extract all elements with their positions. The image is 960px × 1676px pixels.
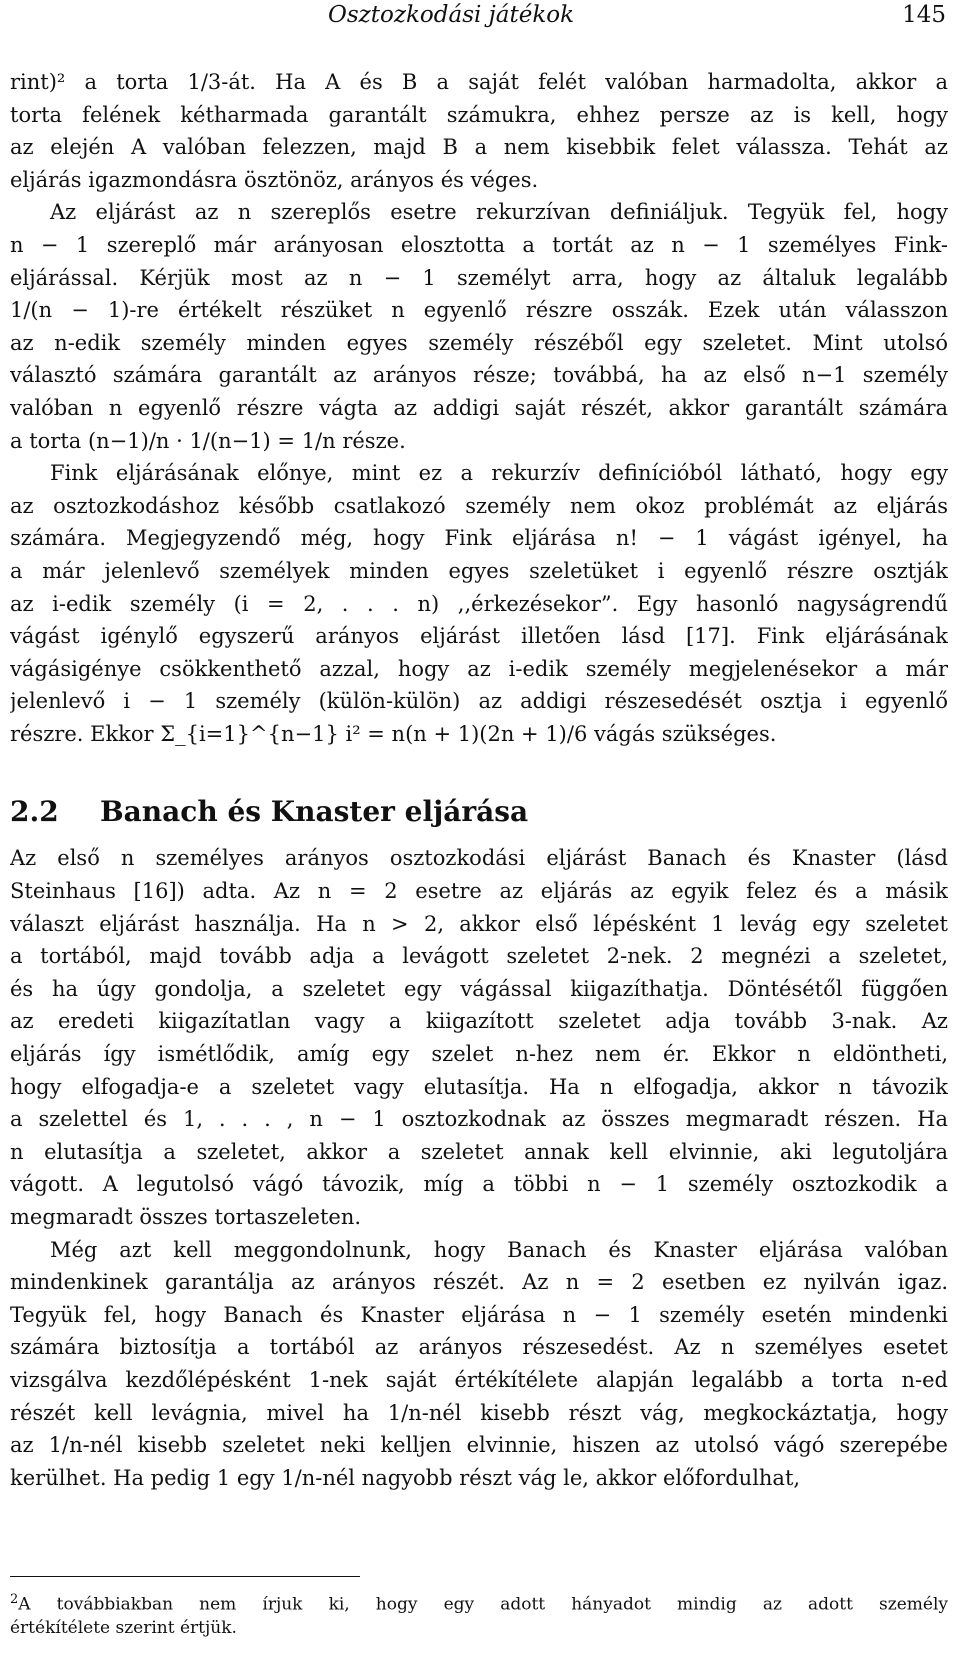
running-header: [8, 0, 946, 30]
text-line: az elején A valóban felezzen, majd B a nem kisebbik felet válassza. Tehát az: [10, 135, 948, 160]
paragraph: [10, 842, 948, 1233]
paragraphs-before-section: [10, 66, 948, 750]
text-line: kerülhet. Ha pedig 1 egy 1/n-nél nagyobb részt vág le, akkor előfordulhat,: [10, 1465, 801, 1490]
footnote: [10, 1586, 948, 1642]
text-line: torta felének kétharmada garantált számukra, ehhez persze az is kell, hogy: [10, 102, 948, 127]
text-line: részre. Ekkor Σ_{i=1}^{n−1} i² = n(n + 1)(2n + 1)/6 vágás szükséges.: [10, 721, 777, 746]
text-line: választó számára garantált az arányos része; továbbá, ha az első n−1 személy: [10, 363, 948, 388]
text-line: jelenlevő i − 1 személy (külön-külön) az addigi részesedését osztja i egyenlő: [10, 689, 948, 714]
text-line: valóban n egyenlő részre vágta az addigi saját részét, akkor garantált számára: [10, 395, 948, 420]
text-line: az n-edik személy minden egyes személy részéből egy szeletet. Mint utolsó: [10, 330, 948, 355]
text-line: a torta (n−1)/n · 1/(n−1) = 1/n része.: [10, 428, 406, 453]
footnote-line: $^2$A továbbiakban nem írjuk ki, hogy egy adott hányadot mindig az adott személy: [10, 1592, 948, 1614]
text-line: Még azt kell meggondolnunk, hogy Banach és Knaster eljárása valóban: [50, 1237, 948, 1262]
text-line: n elutasítja a szeletet, akkor a szeletet annak kell elvinnie, aki legutoljára: [10, 1139, 948, 1164]
running-title: Osztozkodási játékok: [328, 2, 575, 28]
text-line: az eredeti kiigazítatlan vagy a kiigazított szeletet adja tovább 3-nak. Az: [10, 1009, 948, 1034]
text-line: a már jelenlevő személyek minden egyes szeletüket i egyenlő részre osztják: [10, 558, 948, 583]
paragraphs-after-section: [10, 842, 948, 1494]
paragraph: [10, 196, 948, 457]
section-heading: [10, 792, 948, 832]
text-line: és ha úgy gondolja, a szeletet egy vágással kiigazíthatja. Döntésétől függően: [10, 976, 948, 1001]
text-line: megmaradt összes tortaszeleten.: [10, 1205, 362, 1229]
text-line: az osztozkodáshoz később csatlakozó személy nem okoz problémát az eljárás: [10, 493, 948, 518]
text-line: vizsgálva kezdőlépésként 1-nek saját értékítélete alapján legalább a torta n-ed: [10, 1367, 948, 1392]
text-line: mindenkinek garantálja az arányos részét. Az n = 2 esetben ez nyilván igaz.: [10, 1270, 948, 1295]
text-line: eljárás így ismétlődik, amíg egy szelet n-hez nem ér. Ekkor n eldöntheti,: [10, 1042, 948, 1067]
text-line: n − 1 szereplő már arányosan elosztotta a tortát az n − 1 személyes Fink-: [10, 232, 948, 257]
text-line: számára biztosítja a tortából az arányos részesedést. Az n személyes esetet: [10, 1335, 948, 1360]
text-line: Az eljárást az n szereplős esetre rekurzívan definiáljuk. Tegyük fel, hogy: [50, 200, 948, 225]
footnote-line: értékítélete szerint értjük.: [10, 1618, 237, 1638]
text-line: az i-edik személy (i = 2, . . . n) ,,érkezésekor”. Egy hasonló nagyságrendű: [10, 591, 948, 616]
text-line: a tortából, majd tovább adja a levágott szeletet 2-nek. 2 megnézi a szeletet,: [10, 944, 948, 969]
page-number: 145: [902, 2, 946, 28]
text-line: eljárással. Kérjük most az n − 1 személyt arra, hogy az általuk legalább: [10, 265, 948, 290]
text-line: a szelettel és 1, . . . , n − 1 osztozkodnak az összes megmaradt részen. Ha: [10, 1107, 948, 1132]
text-line: vágást igénylő egyszerű arányos eljárást illetően lásd [17]. Fink eljárásának: [10, 624, 948, 649]
text-line: vágásigénye csökkenthető azzal, hogy az i-edik személy megjelenésekor a már: [10, 656, 948, 681]
text-line: 1/(n − 1)-re értékelt részüket n egyenlő részre osszák. Ezek után válasszon: [10, 298, 948, 323]
text-line: hogy elfogadja-e a szeletet vagy elutasítja. Ha n elfogadja, akkor n távozik: [10, 1074, 948, 1099]
text-line: Fink eljárásának előnye, mint ez a rekurzív definícióból látható, hogy egy: [50, 461, 948, 486]
text-line: számára. Megjegyzendő még, hogy Fink eljárása n! − 1 vágást igényel, ha: [10, 526, 948, 551]
footnote-rule: [10, 1576, 360, 1577]
text-line: rint)² a torta 1/3-át. Ha A és B a saját felét valóban harmadolta, akkor a: [10, 70, 948, 94]
text-line: eljárás igazmondásra ösztönöz, arányos és véges.: [10, 167, 539, 192]
paragraph: [10, 66, 948, 196]
text-line: Tegyük fel, hogy Banach és Knaster eljárása n − 1 személy esetén mindenki: [10, 1302, 948, 1327]
text-line: vágott. A legutolsó vágó távozik, míg a többi n − 1 személy osztozkodik a: [10, 1172, 948, 1197]
paragraph: [10, 457, 948, 750]
body-text: [10, 66, 948, 1494]
text-line: Steinhaus [16]) adta. Az n = 2 esetre az eljárás az egyik felez és a másik: [10, 879, 948, 904]
text-line: az 1/n-nél kisebb szeletet neki kelljen elvinnie, hiszen az utolsó vágó szerepébe: [10, 1433, 948, 1458]
paragraph: [10, 1234, 948, 1495]
section-title: Banach és Knaster eljárása: [100, 795, 529, 829]
footnote-mark: 2: [10, 1592, 19, 1607]
section-number: 2.2: [10, 795, 59, 829]
text-line: részét kell levágnia, mivel ha 1/n-nél kisebb részt vág, megkockáztatja, hogy: [10, 1400, 948, 1425]
text-line: Az első n személyes arányos osztozkodási eljárást Banach és Knaster (lásd: [10, 846, 948, 871]
text-line: választ eljárást használja. Ha n > 2, akkor első lépésként 1 levág egy szeletet: [10, 911, 948, 936]
